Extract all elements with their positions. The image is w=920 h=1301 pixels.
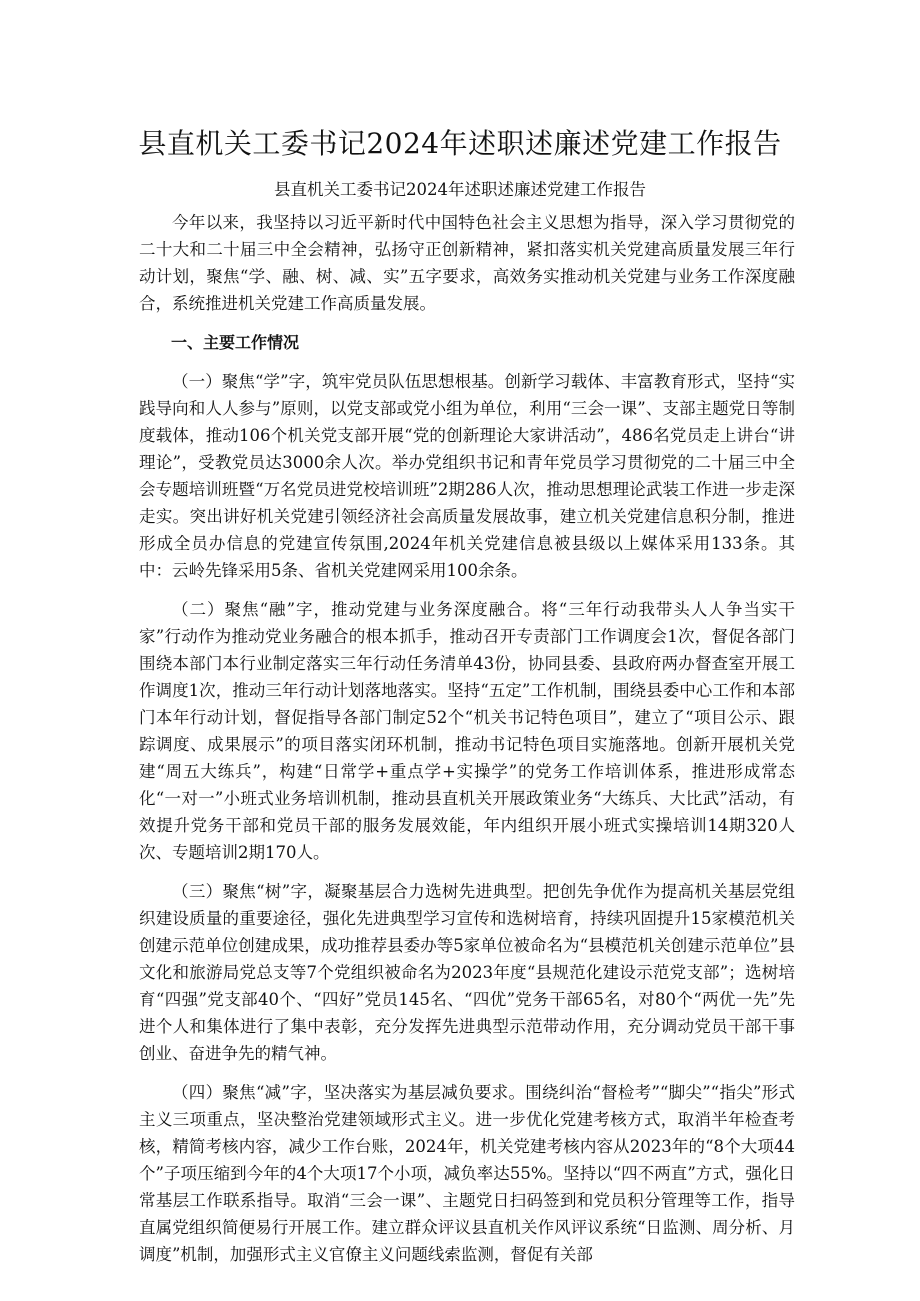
body-paragraph-4: （四）聚焦“减”字，坚决落实为基层减负要求。围绕纠治“督检考”“脚尖”“指尖”形式主义三项重点，坚决整治党建领域形式主义。进一步优化党建考核方式，取消半年检查考核，精简考核内容，减少工作台账，2024年，机关党建考核内容从2023年的“8个大项44个”子项压缩到今年的4个大项17个小项，减负率达55%。坚持以“四不两直”方式，强化日常基层工作联系指导。取消“三会一课”、主题党日扫码签到和党员积分管理等工作，指导直属党组织简便易行开展工作。建立群众评议县直机关作风评议系统“日监测、周分析、月调度”机制，加强形式主义官僚主义问题线索监测，督促有关部 bbox=[139, 1083, 795, 1264]
intro-paragraph: 今年以来，我坚持以习近平新时代中国特色社会主义思想为指导，深入学习贯彻党的二十大和二十届三中全会精神，弘扬守正创新精神，紧扣落实机关党建高质量发展三年行动计划，聚焦“学、融、树、减、实”五字要求，高效务实推动机关党建与业务工作深度融合，系统推进机关党建工作高质量发展。 bbox=[139, 213, 795, 313]
document-body bbox=[139, 209, 795, 1280]
body-paragraph-1: （一）聚焦“学”字，筑牢党员队伍思想根基。创新学习载体、丰富教育形式，坚持“实践导向和人人参与”原则，以党支部或党小组为单位，利用“三会一课”、支部主题党日等制度载体，推动106个机关党支部开展“党的创新理论大家讲活动”，486名党员走上讲台“讲理论”，受教党员达3000余人次。举办党组织书记和青年党员学习贯彻党的二十届三中全会专题培训班暨“万名党员进党校培训班”2期286人次，推动思想理论武装工作进一步走深走实。突出讲好机关党建引领经济社会高质量发展故事，建立机关党建信息积分制，推进形成全员办信息的党建宣传氛围,2024年机关党建信息被县级以上媒体采用133条。其中：云岭先锋采用5条、省机关党建网采用100余条。 bbox=[139, 372, 795, 580]
section-heading: 一、主要工作情况 bbox=[171, 333, 300, 352]
document-title: 县直机关工委书记2024年述职述廉述党建工作报告 bbox=[138, 127, 782, 160]
body-paragraph-3: （三）聚焦“树”字，凝聚基层合力选树先进典型。把创先争优作为提高机关基层党组织建设质量的重要途径，强化先进典型学习宣传和选树培育，持续巩固提升15家模范机关创建示范单位创建成果，成功推荐县委办等5家单位被命名为“县模范机关创建示范单位”县文化和旅游局党总支等7个党组织被命名为2023年度“县规范化建设示范党支部”；选树培育“四强”党支部40个、“四好”党员145名、“四优”党务干部65名，对80个“两优一先”先进个人和集体进行了集中表彰，充分发挥先进典型示范带动作用，充分调动党员干部干事创业、奋进争先的精气神。 bbox=[139, 882, 795, 1063]
body-paragraph-2: （二）聚焦“融”字，推动党建与业务深度融合。将“三年行动我带头人人争当实干家”行动作为推动党业务融合的根本抓手，推动召开专责部门工作调度会1次，督促各部门围绕本部门本行业制定落实三年行动任务清单43份，协同县委、县政府两办督查室开展工作调度1次，推动三年行动计划落地落实。坚持“五定”工作机制，围绕县委中心工作和本部门本年行动计划，督促指导各部门制定52个“机关书记特色项目”，建立了“项目公示、跟踪调度、成果展示”的项目落实闭环机制，推动书记特色项目实施落地。创新开展机关党建“周五大练兵”，构建“日常学+重点学+实操学”的党务工作培训体系，推进形成常态化“一对一”小班式业务培训机制，推动县直机关开展政策业务“大练兵、大比武”活动，有效提升党务干部和党员干部的服务发展效能，年内组织开展小班式实操培训14期320人次、专题培训2期170人。 bbox=[139, 600, 795, 862]
document-subtitle: 县直机关工委书记2024年述职述廉述党建工作报告 bbox=[274, 180, 646, 199]
